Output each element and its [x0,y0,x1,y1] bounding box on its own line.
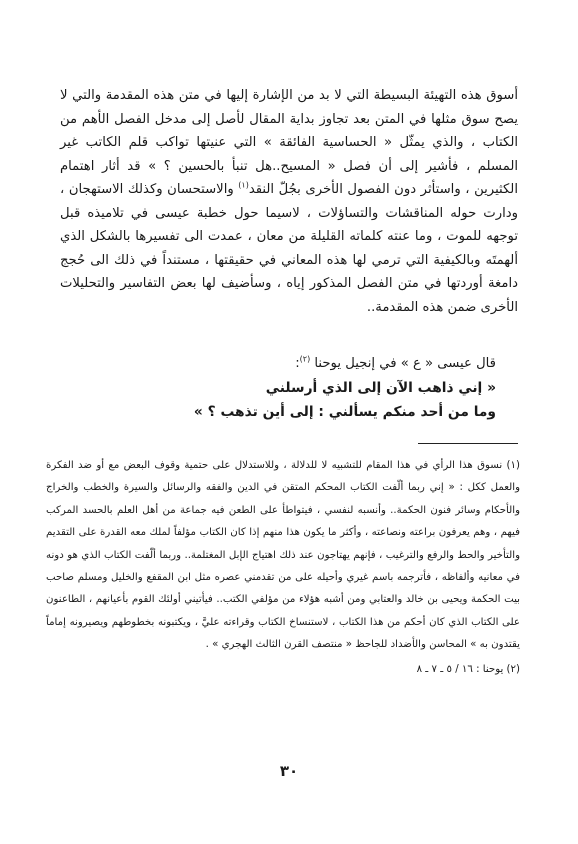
main-paragraph [60,84,518,319]
quote-intro-colon: : [295,356,300,371]
footnote-reference-2: (٢) [299,354,311,364]
footnote-1: (١) نسوق هذا الرأي في هذا المقام للتشبيه لا للدلالة ، وللاستدلال على حتمية وقوف البعض مع أو ضد الفكرة والعمل ككل : « إني ربما ألّفت الكتاب المحكم المتقن في الدين والفقه والرسائل والسيرة والخطب والخراج والأحكام وسائر فنون الحكمة.. وأنسبه لنفسي ، فيتواطأ على الطعن فيه جماعة من أهل العلم بالحسد المركب فيهم ، وهم يعرفون براعته ونصاعته ، وأكثر ما يكون هذا منهم إذا كان الكتاب مؤلفاً لملك معه القدرة على التقديم والتأخير والحط والرفع والترغيب ، فإنهم يهتاجون عند ذلك اهتياج الإبل المغتلمة.. وربما ألّفت الكتاب الذي هو دونه في معانيه وألفاظه ، فأترجمه باسم غيري وأحيله على من تقدمني عصره مثل ابن المقفع والخليل ومسلم صاحب بيت الحكمة ويحيى بن خالد والعتابي ومن أشبه هؤلاء من مؤلفي الكتب.. فيأتيني أولئك القوم بأعيانهم ، الطاعنون على الكتاب الذي كان أحكم من هذا الكتاب ، لاستنساخ الكتاب وقراءته عليَّ ، ويكتبونه بخطوطهم ويصيرونه إماماً يقتدون به » المحاسن والأضداد للجاحظ « منتصف القرن الثالث الهجري » . [46,460,520,651]
footnotes-section [46,455,520,681]
quote-line-1: « إني ذاهب الآن إلى الذي أرسلني [265,380,496,396]
paragraph-text-part1: أسوق هذه التهيئة البسيطة التي لا بد من الإشارة إليها في متن هذه المقدمة والتي لا يصح سوق مثلها في المتن بعد تجاوز بداية المقال لأصل إلى مدخل الفصل الأهم من الكتاب ، والذي يمثّل « الحساسية الفائقة » التي عنيتها تواكب قلم الكاتب غير المسلم ، فأشير إلى أن فصل « المسيح..هل تنبأ بالحسين ؟ » قد أثار اهتمام الكثيرين ، واستأثر دون الفصول الأخرى بجُلّ النقد [60,88,518,197]
gospel-quote [60,352,496,424]
quote-line-2: وما من أحد منكم يسألني : إلى أين تذهب ؟ » [193,404,496,420]
quote-intro [60,352,496,376]
footnote-reference-1: (١) [238,180,249,190]
paragraph [60,84,518,319]
footnote-2: (٢) يوحنا : ١٦ / ٥ ـ ٧ ـ ٨ [416,663,520,675]
paragraph-text-part2: والاستحسان وكذلك الاستهجان ، ودارت حوله المناقشات والتساؤلات ، لاسيما حول خطبة عيسى في تلاميذه قبل توجهه للموت ، وما عنته كلماته القليلة من معان ، عمدت الى تفسيرها بالشكل الذي ألهمتَه وبالكيفية التي ترمي لها هذه المعاني في حقيقتها ، مستنداً في ذلك الى حُجج دامغة أوردتها في متن الفصل المذكور إياه ، وسأضيف لها بعض التفاسير والتحليلات الأخرى ضمن هذه المقدمة.. [60,182,518,315]
quote-intro-text: قال عيسى « ع » في إنجيل يوحنا [314,356,496,371]
footnote-divider [418,443,518,444]
page-number: ٣٠ [279,762,299,780]
